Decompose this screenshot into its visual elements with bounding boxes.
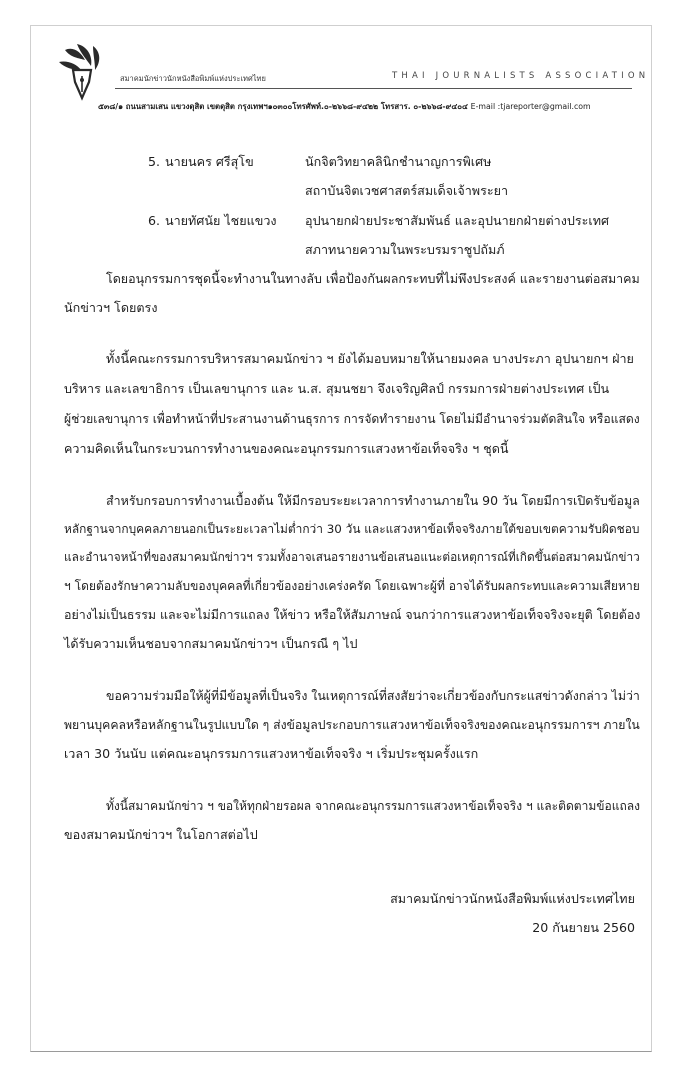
member-6-title: อุปนายกฝ่ายประชาสัมพันธ์ และอุปนายกฝ่ายต่างประเทศ xyxy=(305,213,609,228)
paragraph-2-line-2: บริหาร และเลขาธิการ เป็นเลขานุการ และ น.ส. สุมนชยา จึงเจริญศิลป์ กรรมการฝ่ายต่างประเทศ เป็น xyxy=(64,381,610,396)
member-6-name: นายทัศนัย ไชยแขวง xyxy=(165,213,277,228)
member-5-title: นักจิตวิทยาคลินิกชำนาญการพิเศษ xyxy=(305,154,492,169)
paragraph-2-line-4: ความคิดเห็นในกระบวนการทำงานของคณะอนุกรรมการแสวงหาข้อเท็จจริง ฯ ชุดนี้ xyxy=(64,441,509,456)
paragraph-2-line-1: ทั้งนี้คณะกรรมการบริหารสมาคมนักข่าว ฯ ยังได้มอบหมายให้นายมงคล บางประภา อุปนายกฯ ฝ่าย xyxy=(106,351,634,366)
association-logo-icon xyxy=(55,40,107,102)
member-5-name: นายนคร ศรีสุโข xyxy=(165,154,254,169)
paragraph-3-line-1: สำหรับกรอบการทำงานเบื้องต้น ให้มีกรอบระยะเวลาการทำงานภายใน 90 วัน โดยมีการเปิดรับข้อมูล xyxy=(106,493,640,508)
paragraph-1-line-1: โดยอนุกรรมการชุดนี้จะทำงานในทางลับ เพื่อป้องกันผลกระทบที่ไม่พึงประสงค์ และรายงานต่อสมาคม xyxy=(106,271,640,286)
paragraph-4-line-1: ขอความร่วมมือให้ผู้ที่มีข้อมูลที่เป็นจริง ในเหตุการณ์ที่สงสัยว่าจะเกี่ยวข้องกับกระแสข่าวดังกล่าว ไม่ว่า xyxy=(106,689,640,703)
signature-date: 20 กันยายน 2560 xyxy=(532,920,635,935)
signature-org: สมาคมนักข่าวนักหนังสือพิมพ์แห่งประเทศไทย xyxy=(390,891,635,906)
paragraph-3-line-5: อย่างไม่เป็นธรรม และจะไม่มีการแถลง ให้ข่าว หรือให้สัมภาษณ์ จนกว่าการแสวงหาข้อเท็จจริงจะยุติ โดยต้อง xyxy=(64,607,641,622)
paragraph-3-line-2: หลักฐานจากบุคคลภายนอกเป็นระยะเวลาไม่ต่ำกว่า 30 วัน และแสวงหาข้อเท็จจริงภายใต้ขอบเขตความรับผิดชอบ xyxy=(64,522,640,536)
header-divider xyxy=(115,88,632,89)
email-address: E-mail :tjareporter@gmail.com xyxy=(470,102,591,111)
paragraph-3-line-3: และอำนาจหน้าที่ของสมาคมนักข่าวฯ รวมทั้งอาจเสนอรายงานข้อเสนอแนะต่อเหตุการณ์ที่เกิดขึ้นต่อสมาคมนักข่าว xyxy=(64,550,640,564)
org-name-english: THAI JOURNALISTS ASSOCIATION xyxy=(392,71,650,81)
paragraph-5-line-1: ทั้งนี้สมาคมนักข่าว ฯ ขอให้ทุกฝ่ายรอผล จากคณะอนุกรรมการแสวงหาข้อเท็จจริง ฯ และติดตามข้อแถลง xyxy=(106,799,641,813)
address-text: ๕๓๘/๑ ถนนสามเสน แขวงดุสิต เขตดุสิต กรุงเทพฯ๑๐๓๐๐โทรศัพท์.๐-๒๖๖๘-๙๔๒๒ โทรสาร. ๐-๒๖๖๘-๙๔๐๔ xyxy=(98,102,468,111)
paragraph-5-line-2: ของสมาคมนักข่าวฯ ในโอกาสต่อไป xyxy=(64,827,258,842)
org-name-thai: สมาคมนักข่าวนักหนังสือพิมพ์แห่งประเทศไทย xyxy=(120,74,266,83)
org-address xyxy=(98,101,630,113)
paragraph-4-line-2: พยานบุคคลหรือหลักฐานในรูปแบบใด ๆ ส่งข้อมูลประกอบการแสวงหาข้อเท็จจริงของคณะอนุกรรมการฯ ภายใน xyxy=(64,718,640,732)
paragraph-4-line-3: เวลา 30 วันนับ แต่คณะอนุกรรมการแสวงหาข้อเท็จจริง ฯ เริ่มประชุมครั้งแรก xyxy=(64,746,479,761)
member-5-affiliation: สถาบันจิตเวชศาสตร์สมเด็จเจ้าพระยา xyxy=(305,183,509,198)
paragraph-2-line-3: ผู้ช่วยเลขานุการ เพื่อทำหน้าที่ประสานงานด้านธุรการ การจัดทำรายงาน โดยไม่มีอำนาจร่วมตัดสินใจ หรือแสดง xyxy=(64,412,640,426)
paragraph-3-line-6: ได้รับความเห็นชอบจากสมาคมนักข่าวฯ เป็นกรณี ๆ ไป xyxy=(64,636,358,651)
member-6-affiliation: สภาทนายความในพระบรมราชูปถัมภ์ xyxy=(305,242,505,257)
member-5-number: 5. xyxy=(148,154,161,169)
paragraph-1-line-2: นักข่าวฯ โดยตรง xyxy=(64,300,158,315)
paragraph-3-line-4: ฯ โดยต้องรักษาความลับของบุคคลที่เกี่ยวข้องอย่างเคร่งครัด โดยเฉพาะผู้ที่ อาจได้รับผลกระทบและความเสียหาย xyxy=(64,579,640,593)
member-6-number: 6. xyxy=(148,213,161,228)
